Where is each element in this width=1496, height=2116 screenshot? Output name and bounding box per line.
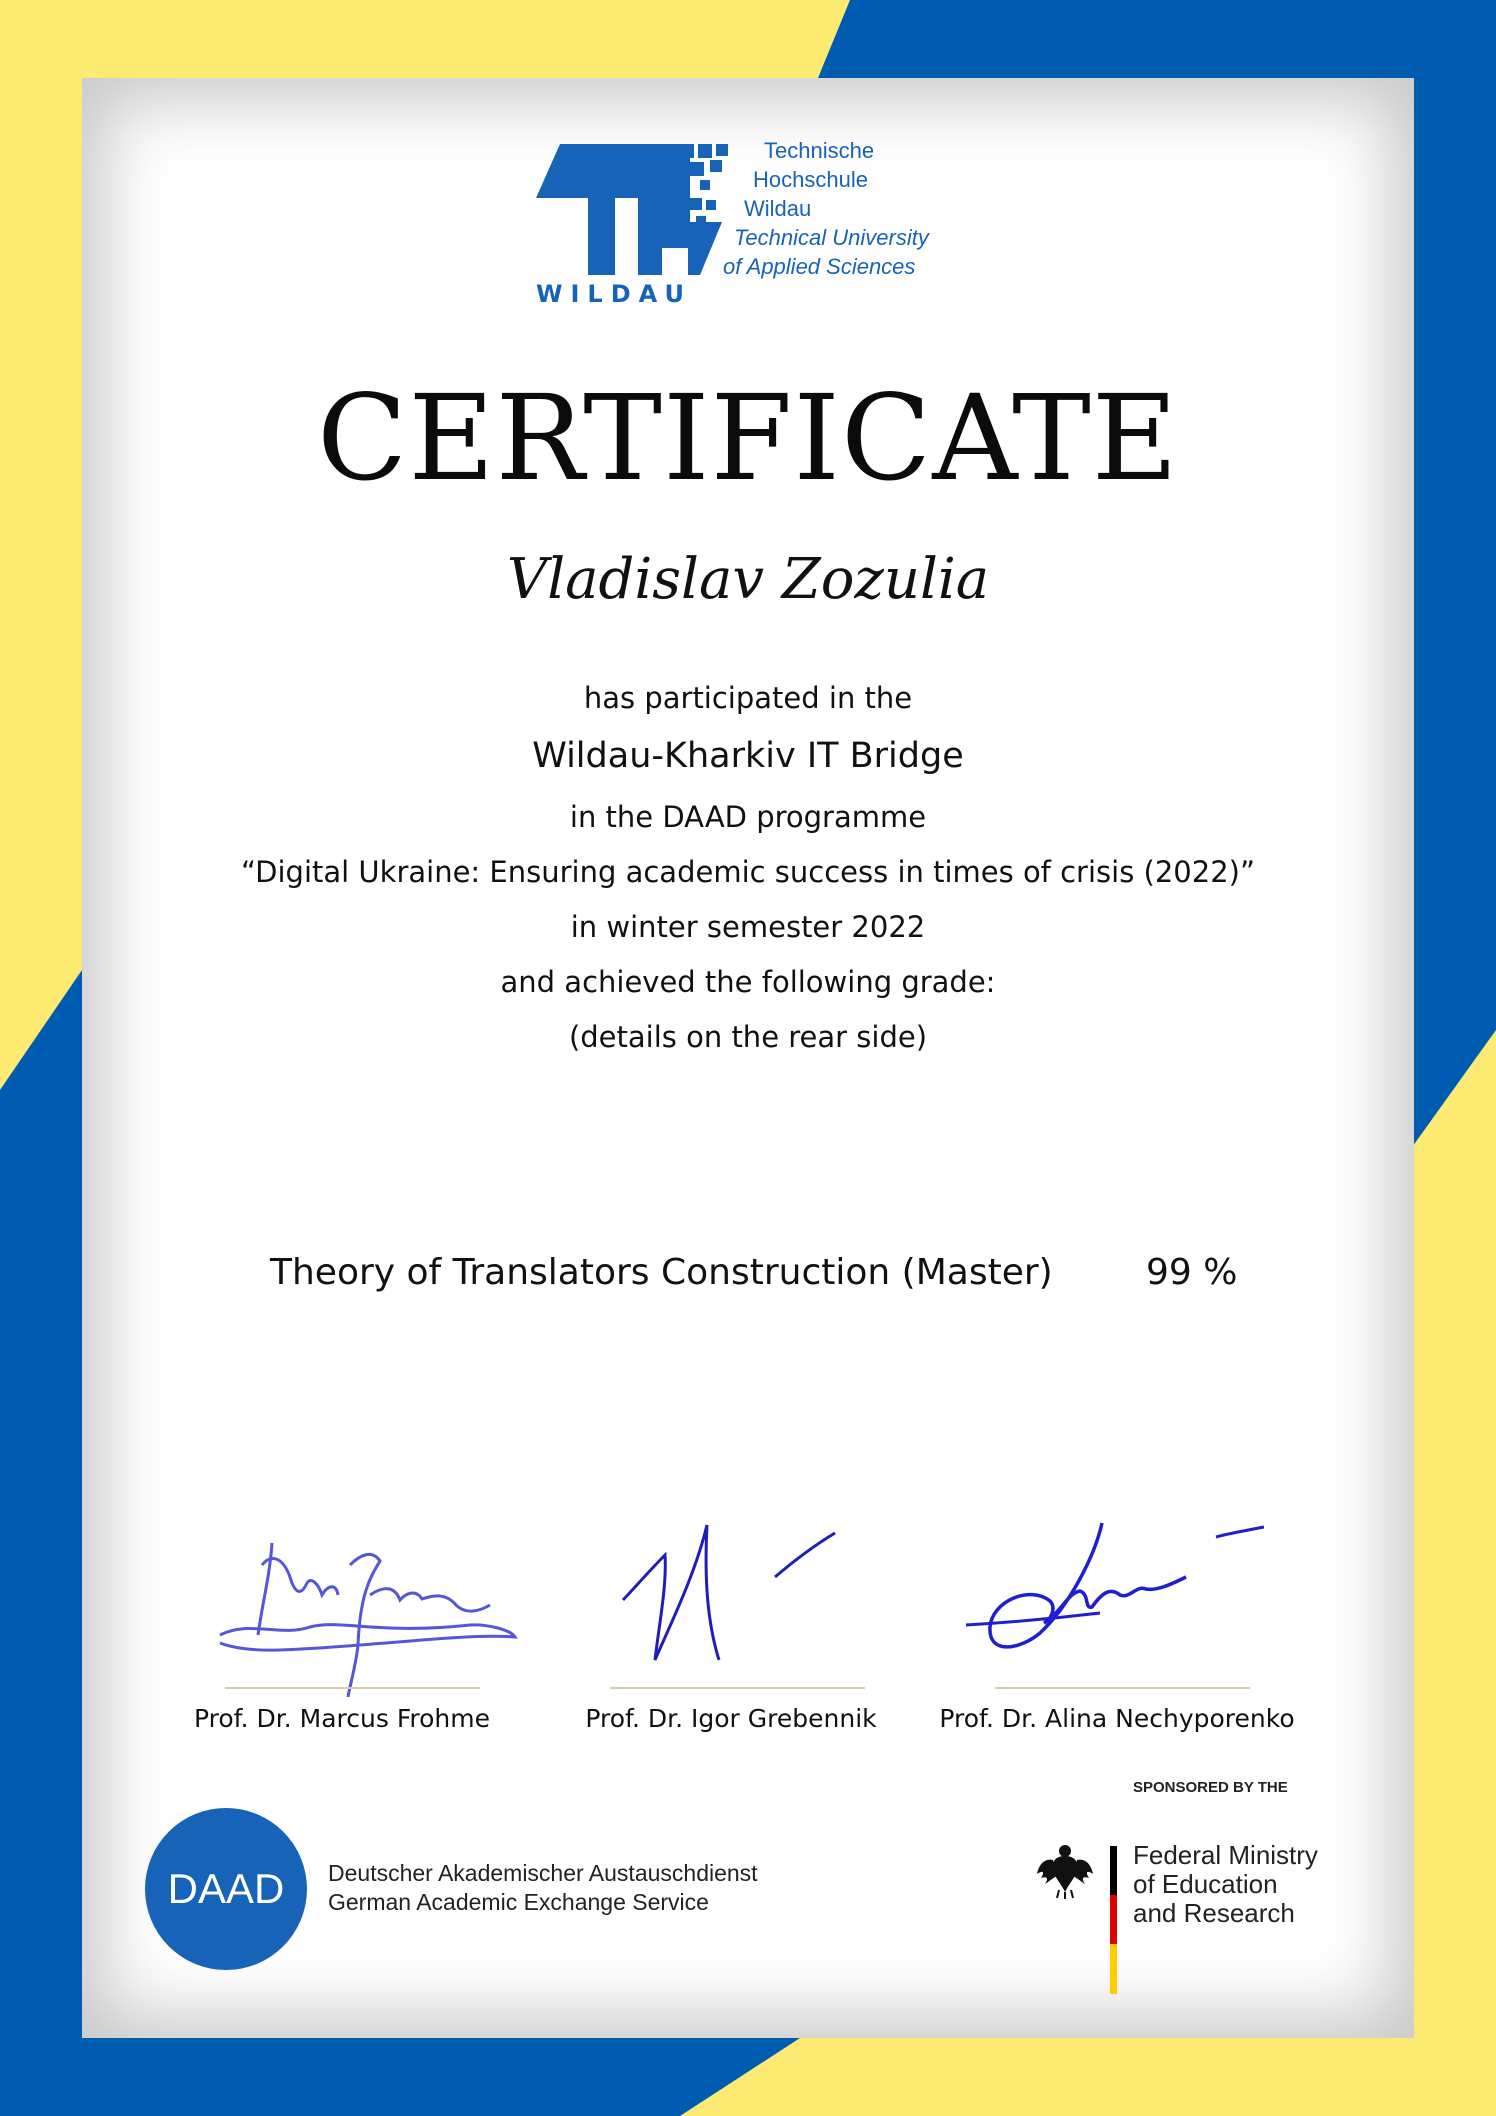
daad-name-de: Deutscher Akademischer Austauschdienst xyxy=(328,1860,758,1886)
logo-text xyxy=(722,136,929,281)
bmbf-line: of Education xyxy=(1133,1869,1278,1899)
body-line: in winter semester 2022 xyxy=(570,910,926,944)
logo-line: of Applied Sciences xyxy=(723,254,916,279)
body-line: in the DAAD programme xyxy=(569,800,927,834)
signature-line xyxy=(610,1687,865,1689)
certificate-title: CERTIFICATE xyxy=(317,369,1179,507)
signatory-name: Prof. Dr. Igor Grebennik xyxy=(585,1704,877,1733)
sponsored-by-label: SPONSORED BY THE xyxy=(1133,1779,1288,1796)
federal-eagle-icon xyxy=(1035,1842,1095,1900)
logo-line: Technische xyxy=(764,138,875,163)
bmbf-line: Federal Ministry xyxy=(1133,1840,1318,1870)
course-name: Theory of Translators Construction (Master) xyxy=(270,1252,1053,1293)
daad-logo: DAAD xyxy=(145,1808,307,1970)
german-flag-bar xyxy=(1110,1846,1117,1994)
signature-line xyxy=(995,1687,1250,1689)
signature-line xyxy=(225,1687,480,1689)
body-line: and achieved the following grade: xyxy=(500,965,996,999)
signature-nechyporenko xyxy=(960,1515,1270,1665)
bmbf-line: and Research xyxy=(1133,1898,1295,1928)
course-grade: 99 % xyxy=(1146,1252,1238,1293)
daad-name-en: German Academic Exchange Service xyxy=(328,1889,709,1915)
logo-line: Wildau xyxy=(744,196,812,221)
body-line: (details on the rear side) xyxy=(568,1020,928,1054)
body-line: has participated in the xyxy=(583,681,913,715)
logo-wordmark: WILDAU xyxy=(536,280,692,308)
signatory-name: Prof. Dr. Alina Nechyporenko xyxy=(939,1704,1295,1733)
logo-line: Hochschule xyxy=(753,167,868,192)
recipient-name: Vladislav Zozulia xyxy=(506,547,990,612)
program-name: Wildau-Kharkiv IT Bridge xyxy=(532,736,964,776)
programme-title: “Digital Ukraine: Ensuring academic success in times of crisis (2022)” xyxy=(241,855,1255,889)
signature-grebennik xyxy=(615,1515,845,1665)
signatory-name: Prof. Dr. Marcus Frohme xyxy=(193,1704,490,1733)
logo-line: Technical University xyxy=(734,225,929,250)
signature-frohme xyxy=(210,1525,520,1700)
